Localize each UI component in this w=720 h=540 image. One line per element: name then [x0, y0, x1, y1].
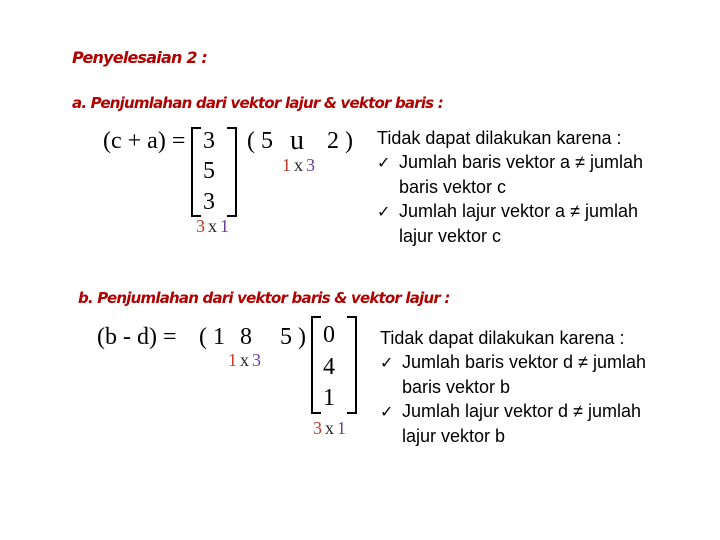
dim-x: x [240, 350, 252, 370]
left-bracket [191, 127, 201, 217]
part-a-note [377, 126, 643, 248]
check-icon: ✓ [380, 402, 394, 421]
part-a-row-dimension [282, 155, 318, 176]
note-item: Jumlah baris vektor d ≠ jumlah [402, 352, 646, 372]
part-b-lhs: (b - d) = [97, 324, 177, 350]
row-value: u [290, 125, 304, 156]
page-title: Penyelesaian 2 : [72, 48, 208, 67]
note-item: Jumlah lajur vektor a ≠ jumlah [399, 201, 638, 221]
dim-cols: 3 [306, 155, 318, 175]
row-close: 2 ) [327, 128, 353, 154]
check-icon: ✓ [377, 202, 391, 221]
part-a-heading: a. Penjumlahan dari vektor lajur & vektor baris : [72, 94, 443, 112]
column-value: 4 [323, 354, 335, 380]
dim-x: x [208, 216, 220, 236]
part-b-row-dimension [228, 350, 264, 371]
dim-rows: 3 [313, 418, 325, 438]
note-item: Jumlah baris vektor a ≠ jumlah [399, 152, 643, 172]
part-b-heading: b. Penjumlahan dari vektor baris & vektor lajur : [78, 289, 450, 307]
part-b-note [380, 326, 646, 448]
row-close: 5 ) [280, 324, 306, 350]
row-open: ( 5 [247, 128, 273, 154]
dim-cols: 3 [252, 350, 264, 370]
check-icon: ✓ [377, 153, 391, 172]
column-value: 3 [203, 189, 215, 215]
dim-cols: 1 [220, 216, 232, 236]
part-a-column-dimension [196, 216, 232, 237]
dim-rows: 3 [196, 216, 208, 236]
right-bracket [347, 316, 357, 414]
part-b-column-dimension [313, 418, 349, 439]
column-value: 1 [323, 385, 335, 411]
column-value: 5 [203, 158, 215, 184]
left-bracket [311, 316, 321, 414]
note-title: Tidak dapat dilakukan karena : [380, 328, 625, 348]
dim-cols: 1 [337, 418, 349, 438]
check-icon: ✓ [380, 353, 394, 372]
dim-rows: 1 [228, 350, 240, 370]
row-value: 8 [240, 324, 252, 350]
note-item-cont: lajur vektor b [402, 426, 506, 446]
note-item-cont: lajur vektor c [399, 226, 502, 246]
dim-rows: 1 [282, 155, 294, 175]
part-a-lhs: (c + a) = [103, 128, 186, 154]
column-value: 0 [323, 322, 335, 348]
right-bracket [227, 127, 237, 217]
column-value: 3 [203, 128, 215, 154]
dim-x: x [294, 155, 306, 175]
note-title: Tidak dapat dilakukan karena : [377, 128, 622, 148]
note-item-cont: baris vektor b [402, 377, 511, 397]
note-item: Jumlah lajur vektor d ≠ jumlah [402, 401, 641, 421]
dim-x: x [325, 418, 337, 438]
note-item-cont: baris vektor c [399, 177, 507, 197]
row-open: ( 1 [199, 324, 225, 350]
